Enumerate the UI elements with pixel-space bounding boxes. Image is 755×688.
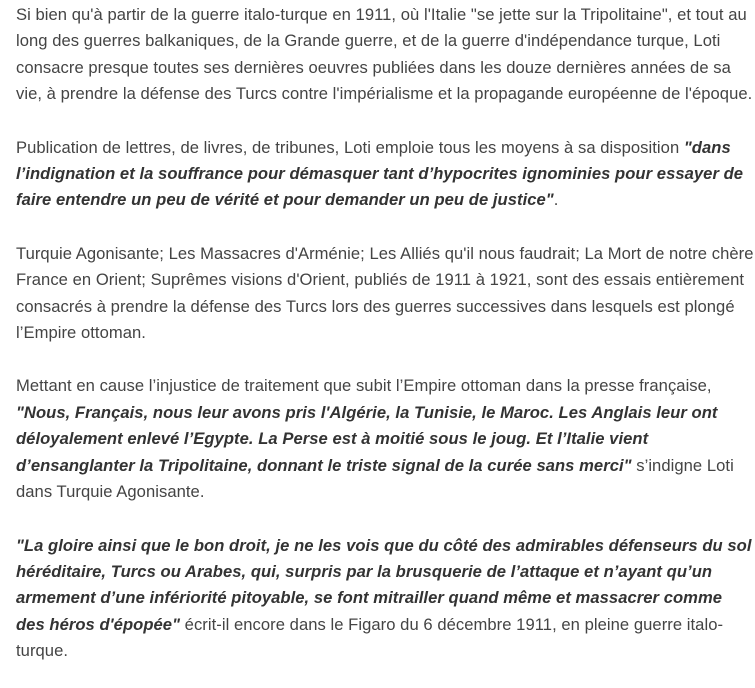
paragraph-gap — [16, 346, 754, 373]
paragraph-tail-text: . — [553, 190, 559, 210]
paragraph-publications — [16, 135, 754, 214]
loti-quote: "La gloire ainsi que le bon droit, je ne les vois que du côté des admirables défenseurs du sol héréditaire, Turcs ou Arabes, qui, surpris par la brusquerie de l’attaque et n’ayant qu’un armement d’une infériorité pitoyable, se font mitrailler quand même et massacrer comme des héros d'épopée" — [16, 535, 752, 634]
paragraph-italo-turkish-war — [16, 2, 754, 108]
paragraph-gap — [16, 108, 754, 135]
article-body — [16, 2, 754, 665]
paragraph-lead-text: Mettant en cause l’injustice de traitement que subit l’Empire ottoman dans la presse française, — [16, 376, 712, 396]
loti-quote: "Nous, Français, nous leur avons pris l'Algérie, la Tunisie, le Maroc. Les Anglais leur ont déloyalement enlevé l’Egypte. La Perse est à moitié sous le joug. Et l’Italie vient d’ensanglanter la Tripolitaine, donnant le triste signal de la curée sans merci" — [16, 402, 718, 475]
paragraph-tail-text: écrit-il encore dans le Figaro du 6 décembre 1911, en pleine guerre italo-turque. — [16, 614, 724, 661]
paragraph-tail-text: s’indigne Loti dans Turquie Agonisante. — [16, 455, 734, 502]
paragraph-figaro — [16, 533, 754, 665]
paragraph-essays — [16, 241, 754, 347]
paragraph-injustice — [16, 373, 754, 505]
loti-quote: "dans l’indignation et la souffrance pour démasquer tant d’hypocrites ignominies pour essayer de faire entendre un peu de vérité et pour demander un peu de justice" — [16, 137, 744, 210]
paragraph-gap — [16, 214, 754, 241]
paragraph-lead-text: Publication de lettres, de livres, de tribunes, Loti emploie tous les moyens à sa disposition — [16, 137, 684, 157]
paragraph-text: Turquie Agonisante; Les Massacres d'Arménie; Les Alliés qu'il nous faudrait; La Mort de notre chère France en Orient; Suprêmes visions d'Orient, publiés de 1911 à 1921, sont des essais entièrement consacrés à prendre la défense des Turcs lors des guerres successives dans lesquels est plongé l’Empire ottoman. — [16, 243, 754, 343]
paragraph-text: Si bien qu'à partir de la guerre italo-turque en 1911, où l'Italie "se jette sur la Tripolitaine", et tout au long des guerres balkaniques, de la Grande guerre, et de la guerre d'indépendance turque, Loti consacre presque toutes ses dernières oeuvres publiées dans les douze dernières années de sa vie, à prendre la défense des Turcs contre l'impérialisme et la propagande européenne de l'époque. — [16, 5, 753, 104]
paragraph-gap — [16, 506, 754, 533]
